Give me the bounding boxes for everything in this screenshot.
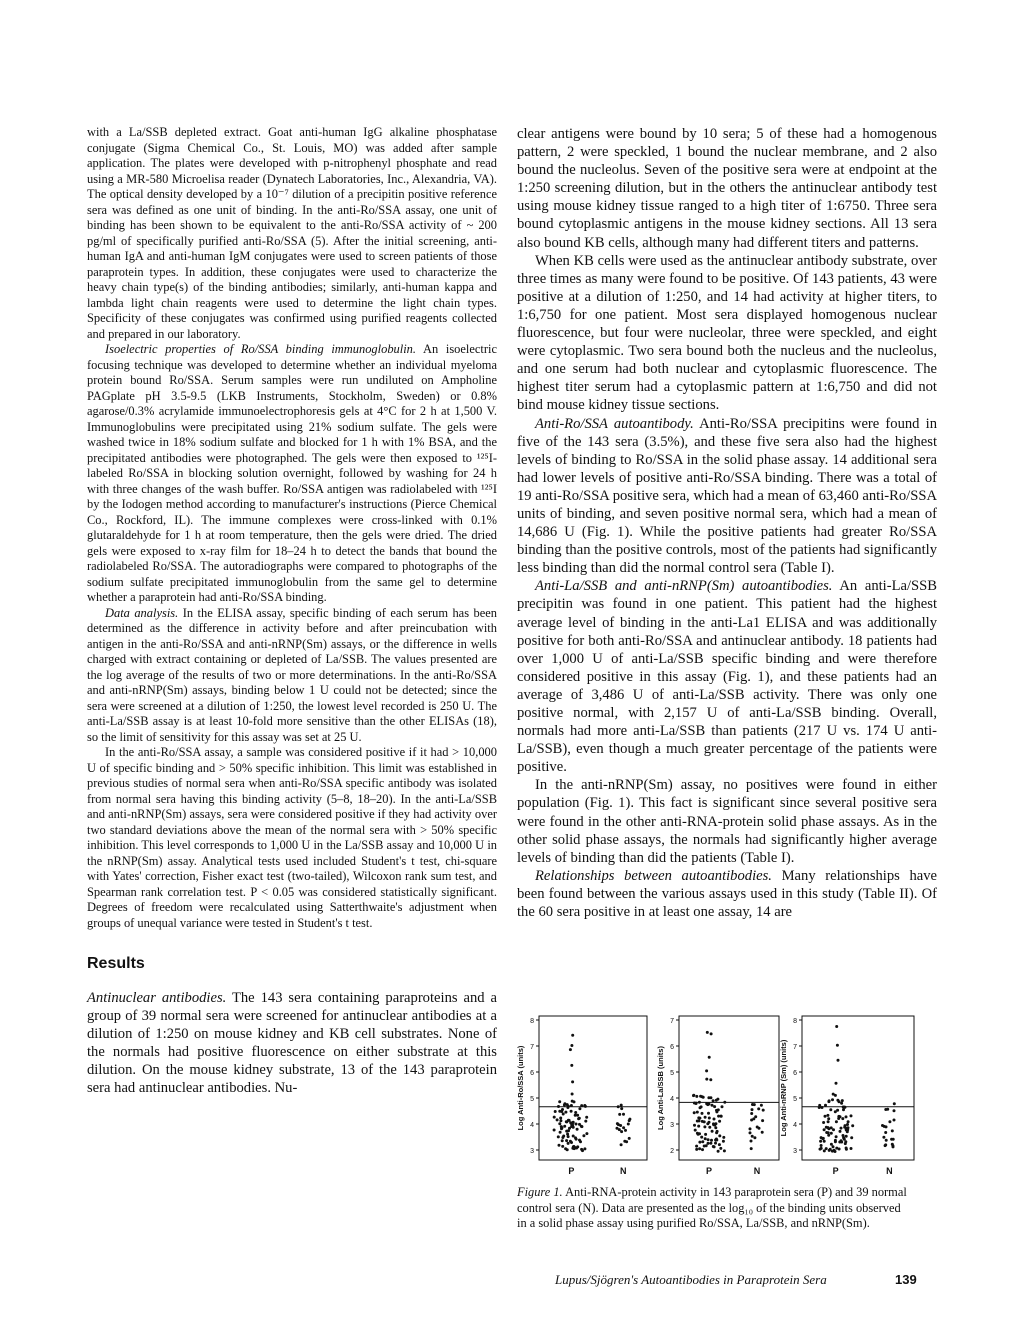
plot-frame bbox=[679, 1016, 779, 1160]
p-point bbox=[836, 1099, 839, 1102]
p-point bbox=[818, 1106, 821, 1109]
p-outlier-point bbox=[708, 1056, 711, 1059]
p-outlier-point bbox=[570, 1064, 573, 1067]
anti-ro-body: Anti-Ro/SSA precipitins were found in five of the 143 sera (3.5%), and these five sera also had the highest levels of binding to Ro/SSA in the solid phase assay. 14 additional sera had lower levels of positive anti-Ro/SSA binding. There was a total of 19 anti-Ro/SSA positive sera, which had a mean of 63,460 anti-Ro/SSA units of binding, and seven positive normal sera, which had a mean of 14,686 U (Fig. 1). While the positive patients had greater Ro/SSA binding than the positive controls, most of the patients had significantly less binding than did the normal control sera (Table I). bbox=[517, 415, 938, 577]
p-outlier-point bbox=[835, 1025, 838, 1028]
p-point bbox=[717, 1115, 720, 1118]
p-point bbox=[553, 1116, 556, 1119]
n-point bbox=[757, 1107, 760, 1110]
p-point bbox=[574, 1111, 577, 1114]
p-outlier-point bbox=[836, 1044, 839, 1047]
isoelectric-heading: Isoelectric properties of Ro/SSA binding immunoglobulin. bbox=[105, 342, 416, 356]
p-point bbox=[840, 1127, 843, 1130]
p-point bbox=[573, 1100, 576, 1103]
p-point bbox=[837, 1115, 840, 1118]
plot-frame bbox=[539, 1016, 647, 1160]
p-outlier-point bbox=[834, 1094, 837, 1097]
n-point bbox=[750, 1147, 753, 1150]
p-point bbox=[576, 1128, 579, 1131]
p-point bbox=[718, 1143, 721, 1146]
n-point bbox=[884, 1143, 887, 1146]
x-label-p: P bbox=[705, 1166, 713, 1176]
p-point bbox=[703, 1125, 706, 1128]
p-point bbox=[563, 1104, 566, 1107]
p-point bbox=[841, 1117, 844, 1120]
figure-caption bbox=[517, 1185, 912, 1232]
anti-la-paragraph bbox=[517, 577, 937, 776]
p-point bbox=[711, 1104, 714, 1107]
p-point bbox=[718, 1134, 721, 1137]
n-point bbox=[761, 1119, 764, 1122]
p-point bbox=[563, 1125, 566, 1128]
n-point bbox=[750, 1112, 753, 1115]
n-point bbox=[624, 1129, 627, 1132]
p-point bbox=[585, 1116, 588, 1119]
y-tick-label: 4 bbox=[670, 1096, 674, 1103]
p-point bbox=[835, 1147, 838, 1150]
p-point bbox=[845, 1115, 848, 1118]
n-point bbox=[886, 1108, 889, 1111]
p-point bbox=[565, 1130, 568, 1133]
n-point bbox=[761, 1131, 764, 1134]
p-point bbox=[821, 1137, 824, 1140]
p-point bbox=[578, 1139, 581, 1142]
p-point bbox=[823, 1128, 826, 1131]
figure-1 bbox=[517, 1012, 937, 1187]
n-point bbox=[892, 1145, 895, 1148]
p-point bbox=[714, 1122, 717, 1125]
p-point bbox=[832, 1128, 835, 1131]
p-point bbox=[722, 1140, 725, 1143]
n-point bbox=[749, 1131, 752, 1134]
caption-text: Anti-RNA-protein activity in 143 paraprotein sera (P) and 39 normal control sera (N). Data are presented as the log₁₀ of the binding units observed in a solid phase assay using purified Ro/SSA, La/SSB, and nRNP(Sm). bbox=[517, 1185, 907, 1231]
p-point bbox=[570, 1141, 573, 1144]
p-point bbox=[698, 1101, 701, 1104]
data-analysis-body: In the ELISA assay, specific binding of each serum has been determined as the difference in activity before and after preincubation with antigen in the anti-Ro/SSA and anti-nRNP(Sm) assays, or the difference in wells charged with extract containing or depleted of La/SSB. The values presented are the log average of the results of two or more determinations. In the anti-Ro/SSA and anti-nRNP(Sm) assays, binding below 1 U could not be detected; since the sera were screened at a dilution of 1:250, the lowest level recorded is 250 U. The anti-La/SSB assay is at least 10-fold more sensitive than the other ELISAs (18), so the limit of sensitivity for this assay was set at 25 U. bbox=[87, 605, 497, 744]
x-label-n: N bbox=[886, 1166, 893, 1176]
anti-nrnp-paragraph: In the anti-nRNP(Sm) assay, no positives were found in either population (Fig. 1). This fact is significant since several positive sera were found in the other anti-RNA-protein solid phase assays. As in the other solid phase assays, the normals had significantly higher average levels of binding than did the patients (Table I). bbox=[517, 777, 937, 866]
p-point bbox=[564, 1111, 567, 1114]
p-outlier-point bbox=[571, 1034, 574, 1037]
y-tick-label: 3 bbox=[670, 1122, 674, 1129]
n-point bbox=[618, 1113, 621, 1116]
p-point bbox=[834, 1150, 837, 1153]
p-outlier-point bbox=[705, 1078, 708, 1081]
p-point bbox=[842, 1108, 845, 1111]
p-point bbox=[695, 1145, 698, 1148]
p-point bbox=[819, 1140, 822, 1143]
p-point bbox=[696, 1111, 699, 1114]
n-point bbox=[749, 1127, 752, 1130]
p-point bbox=[576, 1145, 579, 1148]
p-point bbox=[704, 1137, 707, 1140]
relationships-heading: Relationships between autoantibodies. bbox=[535, 867, 772, 884]
p-point bbox=[834, 1139, 837, 1142]
p-point bbox=[558, 1144, 561, 1147]
y-tick-label: 6 bbox=[793, 1070, 797, 1077]
p-point bbox=[698, 1141, 701, 1144]
p-point bbox=[554, 1110, 557, 1113]
p-point bbox=[707, 1112, 710, 1115]
p-point bbox=[826, 1114, 829, 1117]
p-point bbox=[823, 1140, 826, 1143]
p-point bbox=[565, 1120, 568, 1123]
p-point bbox=[841, 1099, 844, 1102]
p-outlier-point bbox=[571, 1093, 574, 1096]
p-point bbox=[699, 1095, 702, 1098]
p-point bbox=[698, 1147, 701, 1150]
y-tick-label: 3 bbox=[530, 1148, 534, 1155]
n-point bbox=[892, 1138, 895, 1141]
n-point bbox=[628, 1118, 631, 1121]
n-point bbox=[753, 1136, 756, 1139]
p-point bbox=[703, 1145, 706, 1148]
n-point bbox=[893, 1119, 896, 1122]
p-point bbox=[577, 1117, 580, 1120]
p-point bbox=[709, 1142, 712, 1145]
data-analysis-heading: Data analysis. bbox=[105, 605, 179, 620]
p-outlier-point bbox=[837, 1059, 840, 1062]
n-point bbox=[881, 1124, 884, 1127]
p-point bbox=[692, 1094, 695, 1097]
p-point bbox=[722, 1136, 725, 1139]
p-point bbox=[570, 1110, 573, 1113]
p-point bbox=[850, 1147, 853, 1150]
p-point bbox=[712, 1145, 715, 1148]
p-point bbox=[823, 1149, 826, 1152]
p-point bbox=[573, 1147, 576, 1150]
p-point bbox=[561, 1139, 564, 1142]
p-point bbox=[708, 1126, 711, 1129]
p-point bbox=[707, 1138, 710, 1141]
n-point bbox=[760, 1104, 763, 1107]
figure-1-plots bbox=[517, 1012, 937, 1187]
p-point bbox=[718, 1120, 721, 1123]
positive-criteria-paragraph: In the anti-Ro/SSA assay, a sample was considered positive if it had > 10,000 U of specific binding and > 50% specific inhibition. This limit was established in previous studies of normal sera when anti-Ro/SSA specific antibody was isolated from normal sera having this binding activity (5–8, 18–20). In the anti-La/SSB and anti-nRNP(Sm) assays, sera were considered positive if they had activity over two standard deviations above the mean of the normal sera with > 50% specific inhibition. This level corresponds to 1,000 U in the La/SSB assay and 10,000 U in the nRNP(Sm) assay. Analytical tests used included Student's t test, chi-square with Yates' correction, Fisher exact test (two-tailed), Wilcoxon rank sum test, and Spearman rank correlation test. P < 0.05 was considered statistically significant. Degrees of freedom were recalculated using Satterthwaite's adjustment when groups of unequal variance were tested in Student's t test. bbox=[87, 745, 497, 930]
anti-ro-heading: Anti-Ro/SSA autoantibody. bbox=[535, 415, 694, 432]
n-point bbox=[619, 1124, 622, 1127]
x-label-n: N bbox=[619, 1166, 627, 1176]
data-analysis-paragraph bbox=[87, 606, 497, 746]
p-point bbox=[583, 1104, 586, 1107]
p-point bbox=[695, 1095, 698, 1098]
p-point bbox=[836, 1109, 839, 1112]
p-point bbox=[842, 1134, 845, 1137]
relationships-body: Many relationships have been found between the various assays used in this study (Table II). Of the 60 sera positive in at least one assay, 14 are bbox=[517, 867, 938, 921]
p-point bbox=[832, 1145, 835, 1148]
p-point bbox=[566, 1106, 569, 1109]
p-point bbox=[825, 1131, 828, 1134]
p-point bbox=[704, 1116, 707, 1119]
p-point bbox=[714, 1126, 717, 1129]
isoelectric-paragraph bbox=[87, 342, 497, 606]
p-point bbox=[850, 1136, 853, 1139]
nuclear-antigens-paragraph: clear antigens were bound by 10 sera; 5 of these had a homogenous pattern, 2 were speckled, 1 bound the nuclear membrane, and 2 also bound the nucleolus. Seven of the positive sera were at endpoint at the 1:250 screening dilution, but in the others the antinuclear antibody test using mouse kidney tissue ranged to a high titer of 1:6750. Three sera bound cytoplasmic antigens in the mouse kidney sections. All 13 sera also bound KB cells, although many had different titers and patterns. bbox=[517, 126, 937, 251]
p-point bbox=[584, 1120, 587, 1123]
y-tick-label: 6 bbox=[670, 1044, 674, 1051]
n-point bbox=[750, 1140, 753, 1143]
p-point bbox=[561, 1145, 564, 1148]
anti-ro-paragraph bbox=[517, 415, 937, 578]
y-axis-label: Log Anti-La/SSB (units) bbox=[656, 1046, 665, 1130]
n-point bbox=[620, 1107, 623, 1110]
p-point bbox=[723, 1101, 726, 1104]
p-point bbox=[572, 1126, 575, 1129]
p-point bbox=[717, 1108, 720, 1111]
isoelectric-body: An isoelectric focusing technique was developed to determine whether an individual myeloma protein bound Ro/SSA. Serum samples were run undiluted on Ampholine PAGplate pH 3.5-9.5 (LKB Instruments, Stockholm, Sweden) or 0.8% agarose/0.3% acrylamide immunoelectrophoresis gels at 4°C for 2 h at 1,500 V. Immunoglobulins were precipitated using 21% sodium sulfate. The gels were washed twice in 18% sodium sulfate and blocked for 1 h with 1% BSA, and the precipitated antibodies were photographed. The gels were then exposed to ¹²⁵I-labeled Ro/SSA in blocking solution overnight, followed by washing for 24 h with three changes of the wash buffer. Ro/SSA antigen was radiolabeled with ¹²⁵I by the Iodogen method according to manufacturer's instructions (Pierce Chemical Co., Rockford, IL). The immune complexes were cross-linked with 0.1% glutaraldehyde for 1 h at room temperature, then the gels were dried. The dried gels were exposed to x-ray film for 18–24 h to detect the bands that bound the radiolabeled Ro/SSA. The autoradiographs were compared to photographs of the sodium sulfate precipitated immunoglobulin from the same gel to determine whether a paraprotein had anti-Ro/SSA binding. bbox=[87, 342, 497, 604]
y-tick-label: 2 bbox=[670, 1148, 674, 1155]
p-point bbox=[553, 1129, 556, 1132]
p-point bbox=[716, 1130, 719, 1133]
y-tick-label: 7 bbox=[530, 1044, 534, 1051]
p-point bbox=[846, 1130, 849, 1133]
p-point bbox=[723, 1149, 726, 1152]
y-tick-label: 6 bbox=[530, 1070, 534, 1077]
y-tick-label: 4 bbox=[530, 1122, 534, 1129]
p-point bbox=[708, 1121, 711, 1124]
y-tick-label: 4 bbox=[793, 1122, 797, 1129]
methods-paragraph: with a La/SSB depleted extract. Goat anti-human IgG alkaline phosphatase conjugate (Sigma Chemical Co., St. Louis, MO) was added after sample application. The plates were developed with p-nitrophenyl phosphate and read using a MR-580 Microelisa reader (Dynatech Laboratories, Inc., Alexandria, VA). The optical density developed by a 10⁻⁷ dilution of a precipitin positive reference sera was defined as one unit of binding. In the anti-Ro/SSA assay, one unit of binding has been shown to be equivalent to the anti-Ro/SSA activity of ~ 200 pg/ml of specifically purified anti-Ro/SSA (5). After the initial screening, anti-human IgA and anti-human IgM conjugates were used to screen patients of those paraprotein types. In addition, these conjugates were used to characterize the heavy chain type(s) of the binding antibodies; similarly, anti-human kappa and lambda light chain reagents were used to determine the light chain types. Specificity of these conjugates was confirmed using purified reagents collected and prepared in our laboratory. bbox=[87, 125, 497, 341]
n-point bbox=[888, 1120, 891, 1123]
n-point bbox=[628, 1137, 631, 1140]
y-tick-label: 5 bbox=[670, 1070, 674, 1077]
n-point bbox=[891, 1143, 894, 1146]
p-point bbox=[824, 1104, 827, 1107]
p-point bbox=[566, 1133, 569, 1136]
p-point bbox=[572, 1135, 575, 1138]
n-point bbox=[617, 1105, 620, 1108]
n-point bbox=[751, 1135, 754, 1138]
p-point bbox=[557, 1135, 560, 1138]
p-point bbox=[717, 1150, 720, 1153]
n-point bbox=[622, 1126, 625, 1129]
p-point bbox=[829, 1148, 832, 1151]
p-point bbox=[699, 1106, 702, 1109]
p-point bbox=[698, 1117, 701, 1120]
anti-la-heading: Anti-La/SSB and anti-nRNP(Sm) autoantibodies. bbox=[535, 578, 833, 595]
p-point bbox=[582, 1134, 585, 1137]
p-point bbox=[565, 1139, 568, 1142]
p-point bbox=[707, 1142, 710, 1145]
p-point bbox=[822, 1121, 825, 1124]
p-point bbox=[714, 1142, 717, 1145]
n-point bbox=[891, 1129, 894, 1132]
p-point bbox=[693, 1111, 696, 1114]
p-point bbox=[580, 1104, 583, 1107]
p-point bbox=[697, 1125, 700, 1128]
p-point bbox=[828, 1099, 831, 1102]
p-point bbox=[559, 1131, 562, 1134]
y-tick-label: 7 bbox=[793, 1044, 797, 1051]
p-point bbox=[702, 1096, 705, 1099]
p-point bbox=[578, 1107, 581, 1110]
p-point bbox=[696, 1132, 699, 1135]
p-point bbox=[827, 1134, 830, 1137]
n-point bbox=[622, 1113, 625, 1116]
p-point bbox=[698, 1119, 701, 1122]
y-tick-label: 5 bbox=[530, 1096, 534, 1103]
y-tick-label: 3 bbox=[793, 1148, 797, 1155]
p-point bbox=[562, 1135, 565, 1138]
p-point bbox=[556, 1118, 559, 1121]
antinuclear-heading: Antinuclear antibodies. bbox=[87, 990, 227, 1006]
p-outlier-point bbox=[569, 1048, 572, 1051]
n-point bbox=[754, 1115, 757, 1118]
p-point bbox=[701, 1120, 704, 1123]
p-point bbox=[715, 1099, 718, 1102]
p-point bbox=[709, 1096, 712, 1099]
p-point bbox=[701, 1112, 704, 1115]
p-point bbox=[847, 1120, 850, 1123]
p-point bbox=[581, 1149, 584, 1152]
p-point bbox=[825, 1147, 828, 1150]
p-point bbox=[827, 1126, 830, 1129]
p-point bbox=[845, 1135, 848, 1138]
p-point bbox=[840, 1102, 843, 1105]
p-point bbox=[574, 1114, 577, 1117]
p-point bbox=[575, 1138, 578, 1141]
p-outlier-point bbox=[571, 1080, 574, 1083]
p-point bbox=[830, 1132, 833, 1135]
p-point bbox=[567, 1142, 570, 1145]
plot-frame bbox=[802, 1016, 914, 1160]
p-point bbox=[711, 1130, 714, 1133]
n-point bbox=[627, 1123, 630, 1126]
p-point bbox=[851, 1124, 854, 1127]
n-point bbox=[893, 1102, 896, 1105]
p-outlier-point bbox=[709, 1078, 712, 1081]
n-point bbox=[884, 1131, 887, 1134]
n-point bbox=[751, 1103, 754, 1106]
p-point bbox=[562, 1113, 565, 1116]
p-point bbox=[839, 1130, 842, 1133]
x-label-p: P bbox=[832, 1166, 839, 1176]
p-point bbox=[827, 1117, 830, 1120]
n-point bbox=[623, 1140, 626, 1143]
p-point bbox=[840, 1139, 843, 1142]
y-tick-label: 8 bbox=[530, 1018, 534, 1025]
n-point bbox=[620, 1143, 623, 1146]
p-point bbox=[570, 1104, 573, 1107]
right-column bbox=[517, 125, 937, 921]
p-point bbox=[835, 1135, 838, 1138]
p-point bbox=[585, 1132, 588, 1135]
p-point bbox=[843, 1126, 846, 1129]
p-point bbox=[558, 1122, 561, 1125]
n-point bbox=[620, 1130, 623, 1133]
p-outlier-point bbox=[710, 1032, 713, 1035]
p-point bbox=[693, 1124, 696, 1127]
p-point bbox=[829, 1108, 832, 1111]
p-point bbox=[701, 1140, 704, 1143]
relationships-paragraph bbox=[517, 867, 937, 921]
p-point bbox=[695, 1102, 698, 1105]
p-point bbox=[694, 1129, 697, 1132]
p-point bbox=[560, 1126, 563, 1129]
p-point bbox=[570, 1123, 573, 1126]
p-point bbox=[715, 1138, 718, 1141]
p-point bbox=[721, 1105, 724, 1108]
p-point bbox=[558, 1100, 561, 1103]
p-point bbox=[560, 1110, 563, 1113]
p-outlier-point bbox=[835, 1082, 838, 1085]
p-point bbox=[850, 1114, 853, 1117]
p-point bbox=[821, 1106, 824, 1109]
p-point bbox=[713, 1118, 716, 1121]
running-title: Lupus/Sjögren's Autoantibodies in Paraprotein Sera bbox=[555, 1272, 827, 1287]
p-point bbox=[695, 1148, 698, 1151]
p-point bbox=[706, 1103, 709, 1106]
n-point bbox=[882, 1136, 885, 1139]
p-point bbox=[557, 1105, 560, 1108]
p-outlier-point bbox=[570, 1044, 573, 1047]
kb-cells-paragraph: When KB cells were used as the antinuclear antibody substrate, over three times as many were found to be positive. Of 143 patients, 43 were positive at a dilution of 1:250, and 14 had activity at higher titers, to 1:6,750 for one patient. Most sera displayed homogenous nuclear fluorescence, but four were nucleolar, three were speckled, and eight were cytoplasmic. Two sera bound both the nucleus and the nucleolus, and one serum had both nuclear and cytoplasmic fluorescence. The highest titer serum had a cytoplasmic pattern at 1:6,750 and did not bind mouse kidney tissue sections. bbox=[517, 252, 937, 414]
p-point bbox=[844, 1142, 847, 1145]
y-tick-label: 7 bbox=[670, 1018, 674, 1025]
n-point bbox=[762, 1109, 765, 1112]
p-point bbox=[835, 1120, 838, 1123]
results-heading: Results bbox=[87, 955, 145, 972]
p-point bbox=[831, 1098, 834, 1101]
page-footer bbox=[555, 1272, 925, 1288]
n-point bbox=[750, 1119, 753, 1122]
anti-la-body: An anti-La/SSB precipitin was found in one patient. This patient had the highest average level of binding in the anti-La1 ELISA and was additionally positive for both anti-Ro/SSA and antinuclear antibody. 18 patients had over 1,000 U of anti-La/SSB specific binding and were therefore considered positive in this assay (Fig. 1), and these patients had an average of 3,486 U of anti-La/SSB activity. There was only one positive normal, with 2,157 U of anti-La/SSB binding. Overall, normals had more anti-La/SSB than patients (217 U vs. 174 U anti-La/SSB), even though a much greater percentage of the patients were positive. bbox=[517, 578, 938, 776]
x-label-n: N bbox=[753, 1166, 761, 1176]
antinuclear-body: The 143 sera containing paraproteins and a group of 39 normal sera were screened for antinuclear antibodies at a dilution of 1:250 on mouse kidney and KB cell substrates. None of the normals had positive fluorescence on either substrate at this dilution. On the mouse kidney substrate, 13 of the 143 paraprotein sera had antinuclear antibodies. Nu- bbox=[87, 990, 497, 1097]
p-point bbox=[700, 1136, 703, 1139]
p-point bbox=[710, 1139, 713, 1142]
p-point bbox=[820, 1144, 823, 1147]
n-point bbox=[893, 1109, 896, 1112]
p-point bbox=[708, 1117, 711, 1120]
n-point bbox=[620, 1104, 623, 1107]
y-tick-label: 5 bbox=[793, 1096, 797, 1103]
p-point bbox=[701, 1148, 704, 1151]
p-point bbox=[820, 1147, 823, 1150]
p-point bbox=[575, 1123, 578, 1126]
n-point bbox=[618, 1128, 621, 1131]
p-point bbox=[566, 1148, 569, 1151]
p-point bbox=[567, 1135, 570, 1138]
y-tick-label: 8 bbox=[793, 1018, 797, 1025]
p-point bbox=[830, 1143, 833, 1146]
p-point bbox=[580, 1125, 583, 1128]
p-point bbox=[713, 1105, 716, 1108]
p-point bbox=[845, 1147, 848, 1150]
p-point bbox=[719, 1147, 722, 1150]
p-outlier-point bbox=[705, 1069, 708, 1072]
p-point bbox=[827, 1120, 830, 1123]
p-outlier-point bbox=[706, 1031, 709, 1034]
n-point bbox=[758, 1127, 761, 1130]
n-point bbox=[885, 1139, 888, 1142]
p-point bbox=[704, 1133, 707, 1136]
antinuclear-paragraph bbox=[87, 989, 497, 1098]
y-axis-label: Log Anti-nRNP (Sm) (units) bbox=[779, 1039, 788, 1137]
p-point bbox=[559, 1117, 562, 1120]
left-column bbox=[87, 125, 497, 1098]
x-label-p: P bbox=[568, 1166, 575, 1176]
y-axis-label: Log Anti-Ro/SSA (units) bbox=[516, 1045, 525, 1131]
caption-label: Figure 1. bbox=[517, 1185, 563, 1199]
page-number: 139 bbox=[895, 1272, 917, 1287]
p-point bbox=[712, 1099, 715, 1102]
p-point bbox=[559, 1119, 562, 1122]
n-point bbox=[751, 1108, 754, 1111]
p-point bbox=[824, 1115, 827, 1118]
